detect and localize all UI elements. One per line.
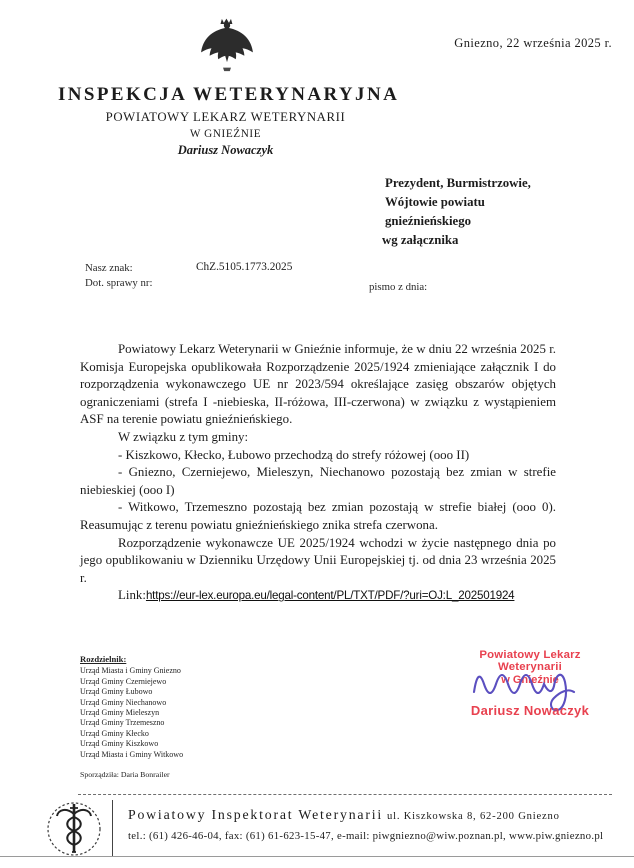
- distribution-item: Urząd Miasta i Gminy Witkowo: [80, 749, 184, 759]
- scan-edge-line: [0, 856, 634, 857]
- letterhead: [58, 84, 400, 158]
- distribution-item: Urząd Gminy Czerniejewo: [80, 676, 167, 686]
- body-list-item: - Witkowo, Trzemeszno pozostają bez zmian pozostają w strefie białej (ooo 0). Reasumując z terenu powiatu gnieźnieńskiego znika strefa czerwona.: [80, 500, 556, 532]
- body-link-line: [80, 587, 556, 605]
- ref-pismo-z-dnia-label: pismo z dnia:: [369, 281, 428, 293]
- stamp-signer-name: Dariusz Nowaczyk: [470, 703, 590, 718]
- org-name: INSPEKCJA WETERYNARYJNA: [58, 84, 400, 105]
- letter-body: [80, 341, 556, 605]
- body-paragraph-intro: W związku z tym gminy:: [118, 429, 249, 444]
- distribution-item: Urząd Miasta i Gminy Gniezno: [80, 666, 181, 676]
- distribution-heading: Rozdzielnik:: [80, 654, 127, 664]
- letter-date: Gniezno, 22 września 2025 r.: [454, 36, 612, 50]
- addressee-block: [382, 174, 531, 250]
- footer-divider-line: [112, 800, 113, 856]
- ref-nasz-znak-label: Nasz znak:: [85, 262, 133, 274]
- distribution-item: Urząd Gminy Kłecko: [80, 728, 149, 738]
- footer-block: [128, 806, 620, 842]
- ref-nasz-znak-value: ChZ.5105.1773.2025: [196, 261, 293, 273]
- footer-org-name: Powiatowy Inspektorat Weterynarii: [128, 807, 383, 822]
- footer-separator: [78, 794, 612, 795]
- distribution-list: [80, 654, 183, 760]
- footer-address: ul. Kiszkowska 8, 62-200 Gniezno: [386, 811, 560, 822]
- body-list-item: - Kiszkowo, Kłecko, Łubowo przechodzą do strefy różowej (ooo II): [118, 447, 470, 462]
- org-officer-name: Dariusz Nowaczyk: [177, 143, 274, 157]
- eur-lex-link[interactable]: https://eur-lex.europa.eu/legal-content/PL/TXT/PDF/?uri=OJ:L_202501924: [145, 589, 515, 603]
- distribution-item: Urząd Gminy Łubowo: [80, 687, 153, 697]
- addressee-line: Wójtowie powiatu: [385, 195, 485, 209]
- veterinary-caduceus-icon: [44, 799, 104, 859]
- distribution-item: Urząd Gminy Trzemeszno: [80, 718, 165, 728]
- distribution-item: Urząd Gminy Mieleszyn: [80, 708, 160, 718]
- footer-contacts: tel.: (61) 426-46-04, fax: (61) 61-623-15-47, e-mail: piwgniezno@wiw.poznan.pl, www.piw.gniezno.pl: [128, 830, 604, 842]
- link-label: Link:: [118, 588, 146, 603]
- addressee-line: wg załącznika: [382, 233, 459, 247]
- stamp-line-2: w Gnieźnie: [501, 674, 559, 686]
- polish-eagle-emblem-icon: [193, 12, 261, 78]
- org-city: W GNIEŹNIE: [189, 128, 262, 140]
- addressee-line: gnieźnieńskiego: [385, 214, 472, 228]
- distribution-item: Urząd Gminy Niechanowo: [80, 697, 167, 707]
- ref-dot-sprawy-label: Dot. sprawy nr:: [85, 277, 153, 289]
- stamp-line-1: Powiatowy Lekarz Weterynarii: [479, 649, 581, 673]
- body-paragraph-3: Rozporządzenie wykonawcze UE 2025/1924 wchodzi w życie następnego dnia po jego opublikowaniu w Dzienniku Urzędowy Unii Europejskiej tj. od dnia 23 września 2025 r.: [80, 535, 556, 585]
- org-unit: POWIATOWY LEKARZ WETERYNARII: [105, 110, 346, 124]
- body-list-item: - Gniezno, Czerniejewo, Mieleszyn, Niechanowo pozostają bez zmian w strefie niebieskiej (ooo I): [80, 465, 556, 497]
- distribution-item: Urząd Gminy Kiszkowo: [80, 739, 159, 749]
- body-paragraph-1: Powiatowy Lekarz Weterynarii w Gnieźnie informuje, że w dniu 22 września 2025 r. Komisja Europejska opublikowała Rozporządzenie 2025/1924 zmieniające załącznik I do rozporządzenia wykonawczego UE nr 2023/594 określające zasięg obszarów objętych ograniczeniami (strefa I -niebieska, II-różowa, III-czerwona) w związku z wystąpieniem ASF na terenie powiatu gnieźnieńskiego.: [80, 342, 556, 427]
- prepared-by-note: Sporządziła: Daria Bonrailer: [80, 770, 170, 779]
- addressee-line: Prezydent, Burmistrzowie,: [385, 176, 531, 190]
